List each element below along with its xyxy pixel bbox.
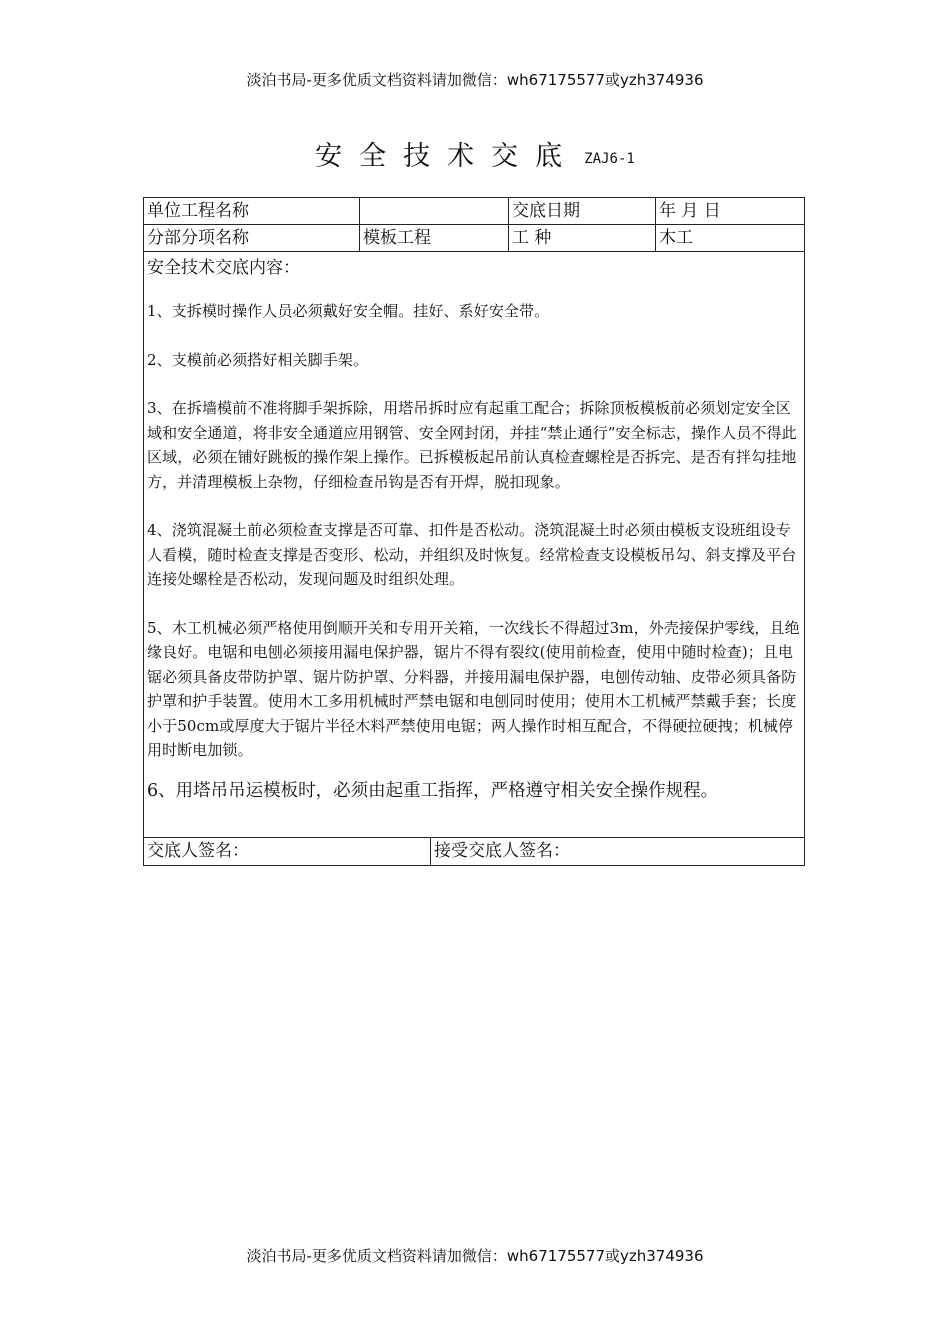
document-title [0, 134, 950, 173]
safety-item-2: 2、支模前必须搭好相关脚手架。 [147, 350, 369, 369]
safety-item-3: 3、在拆墙模前不准将脚手架拆除，用塔吊拆时应有起重工配合；拆除顶板模板前必须划定安全区域和安全通道，将非安全通道应用钢管、安全网封闭，并挂“禁止通行”安全标志，操作人员不得此区域，必须在铺好跳板的操作架上操作。已拆模板起吊前认真检查螺栓是否拆完、是否有拌勾挂地方，并清理模板上杂物，仔细检查吊钩是否有开焊，脱扣现象。 [147, 399, 797, 491]
value-project-name [360, 198, 509, 224]
footer-watermark-text: 淡泊书局-更多优质文档资料请加微信：wh67175577或yzh374936 [246, 1247, 704, 1265]
safety-item-4: 4、浇筑混凝土前必须检查支撑是否可靠、扣件是否松动。浇筑混凝土时必须由模板支设班组设专人看模，随时检查支撑是否变形、松动，并组织及时恢复。经常检查支设模板吊勾、斜支撑及平台连接处螺栓是否松动，发现问题及时组织处理。 [147, 521, 797, 588]
value-disclosure-date: 年 月 日 [659, 201, 721, 221]
signature-row [144, 838, 804, 865]
form-code: ZAJ6-1 [584, 151, 635, 167]
label-work-type: 工 种 [509, 225, 656, 251]
table-row-project [144, 198, 804, 225]
safety-item-1: 1、支拆模时操作人员必须戴好安全帽。挂好、系好安全带。 [147, 302, 550, 320]
discloser-signature: 交底人签名： [144, 838, 431, 865]
table-row-subproject [144, 225, 804, 252]
title-main-text: 安全技术交底 [315, 141, 580, 172]
safety-content-block [144, 252, 804, 838]
disclosure-form-table [143, 197, 805, 866]
label-project-name: 单位工程名称 [144, 198, 360, 224]
receiver-signature: 接受交底人签名： [434, 841, 570, 861]
safety-item-5: 5、木工机械必须严格使用倒顺开关和专用开关箱，一次线长不得超过3m，外壳接保护零线，且绝缘良好。电锯和电刨必须接用漏电保护器，锯片不得有裂纹(使用前检查，使用中随时检查)；且电锯必须具备皮带防护罩、锯片防护罩、分料器，并接用漏电保护器，电刨传动轴、皮带必须具备防护罩和护手装置。使用木工多用机械时严禁电锯和电刨同时使用；使用木工机械严禁戴手套；长度小于50cm或厚度大于锯片半径木料严禁使用电锯；两人操作时相互配合，不得硬拉硬拽；机械停用时断电加锁。 [147, 618, 800, 759]
label-disclosure-date: 交底日期 [509, 198, 656, 224]
value-subproject-name: 模板工程 [360, 225, 509, 251]
header-watermark-text: 淡泊书局-更多优质文档资料请加微信：wh67175577或yzh374936 [246, 71, 704, 89]
label-subproject-name: 分部分项名称 [144, 225, 360, 251]
safety-item-6: 6、用塔吊吊运模板时，必须由起重工指挥，严格遵守相关安全操作规程。 [147, 780, 719, 801]
content-heading: 安全技术交底内容： [147, 258, 300, 278]
value-work-type: 木工 [659, 228, 693, 248]
